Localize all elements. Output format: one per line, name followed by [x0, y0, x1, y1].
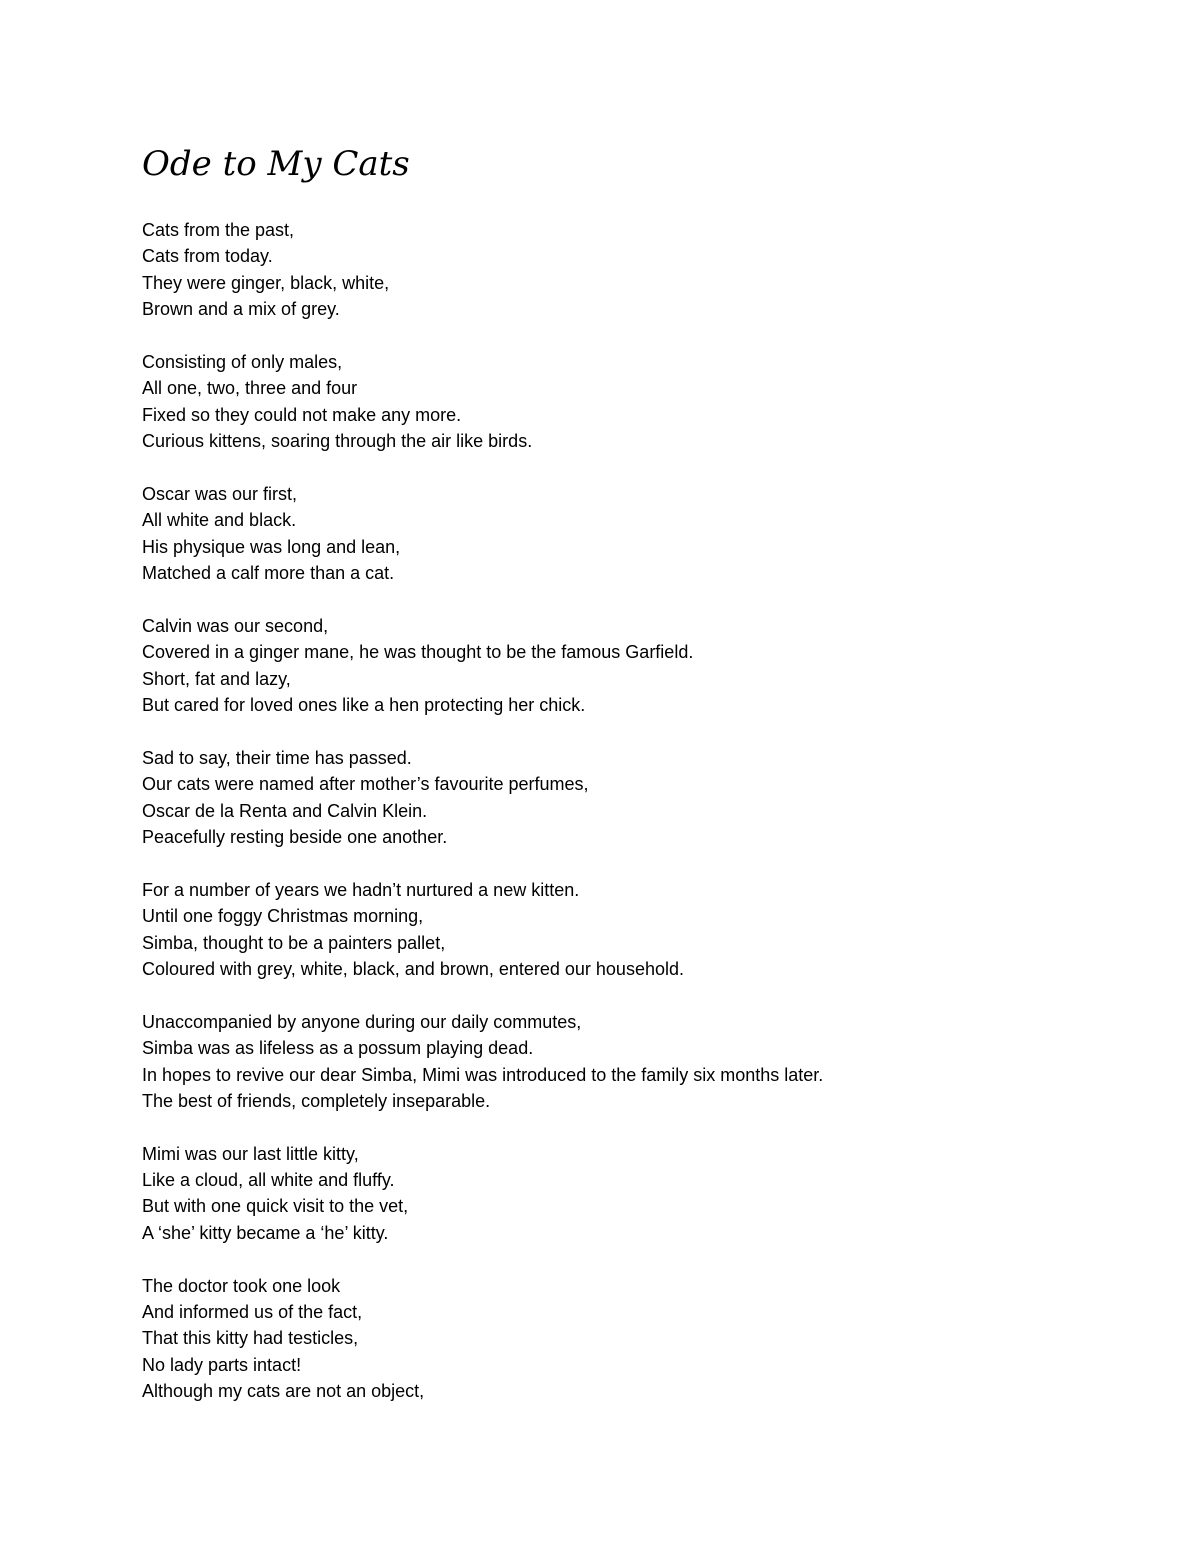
poem-line: And informed us of the fact, [142, 1302, 363, 1323]
poem-line: Oscar de la Renta and Calvin Klein. [142, 800, 428, 821]
stanza [142, 1141, 1142, 1247]
poem-line: Consisting of only males, [142, 351, 343, 372]
poem-line: Like a cloud, all white and fluffy. [142, 1170, 395, 1191]
poem-line: Cats from the past, [142, 220, 295, 240]
stanza [142, 613, 1142, 719]
poem-line: The best of friends, completely inseparable. [142, 1090, 491, 1111]
poem-line: Calvin was our second, [142, 615, 329, 636]
poem-line: Simba was as lifeless as a possum playing dead. [142, 1038, 534, 1059]
stanza [142, 217, 1142, 323]
poem-line: Fixed so they could not make any more. [142, 404, 462, 425]
poem-line: All white and black. [142, 510, 297, 531]
poem-line: No lady parts intact! [142, 1354, 302, 1375]
poem-line: Mimi was our last little kitty, [142, 1143, 359, 1164]
poem-line: Brown and a mix of grey. [142, 299, 340, 320]
poem-line: In hopes to revive our dear Simba, Mimi was introduced to the family six months later. [142, 1064, 824, 1085]
poem-line: Covered in a ginger mane, he was thought to be the famous Garfield. [142, 642, 694, 663]
poem-line: The doctor took one look [142, 1275, 341, 1296]
poem-body [142, 217, 1142, 1431]
poem-line: Simba, thought to be a painters pallet, [142, 932, 446, 953]
poem-line: His physique was long and lean, [142, 536, 401, 557]
poem-line: Until one foggy Christmas morning, [142, 906, 424, 927]
poem-line: All one, two, three and four [142, 378, 358, 399]
poem-line: Matched a calf more than a cat. [142, 563, 395, 584]
poem-line: For a number of years we hadn’t nurtured a new kitten. [142, 879, 580, 900]
poem-line: Peacefully resting beside one another. [142, 826, 448, 847]
stanza [142, 877, 1142, 983]
poem-line: Unaccompanied by anyone during our daily commutes, [142, 1011, 582, 1032]
stanza [142, 1273, 1142, 1405]
stanza [142, 1009, 1142, 1115]
poem-line: Curious kittens, soaring through the air like birds. [142, 431, 533, 452]
stanza [142, 745, 1142, 851]
stanza [142, 481, 1142, 587]
poem-line: A ‘she’ kitty became a ‘he’ kitty. [142, 1222, 389, 1243]
poem-line: Short, fat and lazy, [142, 668, 291, 689]
poem-line: That this kitty had testicles, [142, 1328, 359, 1349]
poem-line: But cared for loved ones like a hen protecting her chick. [142, 695, 586, 716]
poem-line: Our cats were named after mother’s favourite perfumes, [142, 774, 589, 795]
poem-line: Sad to say, their time has passed. [142, 747, 412, 768]
poem-line: They were ginger, black, white, [142, 272, 390, 293]
poem-line: Oscar was our first, [142, 483, 298, 504]
poem-line: Coloured with grey, white, black, and brown, entered our household. [142, 958, 684, 979]
poem-line: Although my cats are not an object, [142, 1381, 425, 1402]
stanza [142, 349, 1142, 455]
poem-line: Cats from today. [142, 246, 273, 267]
poem-line: But with one quick visit to the vet, [142, 1196, 409, 1217]
page-title: Ode to My Cats [142, 144, 410, 184]
